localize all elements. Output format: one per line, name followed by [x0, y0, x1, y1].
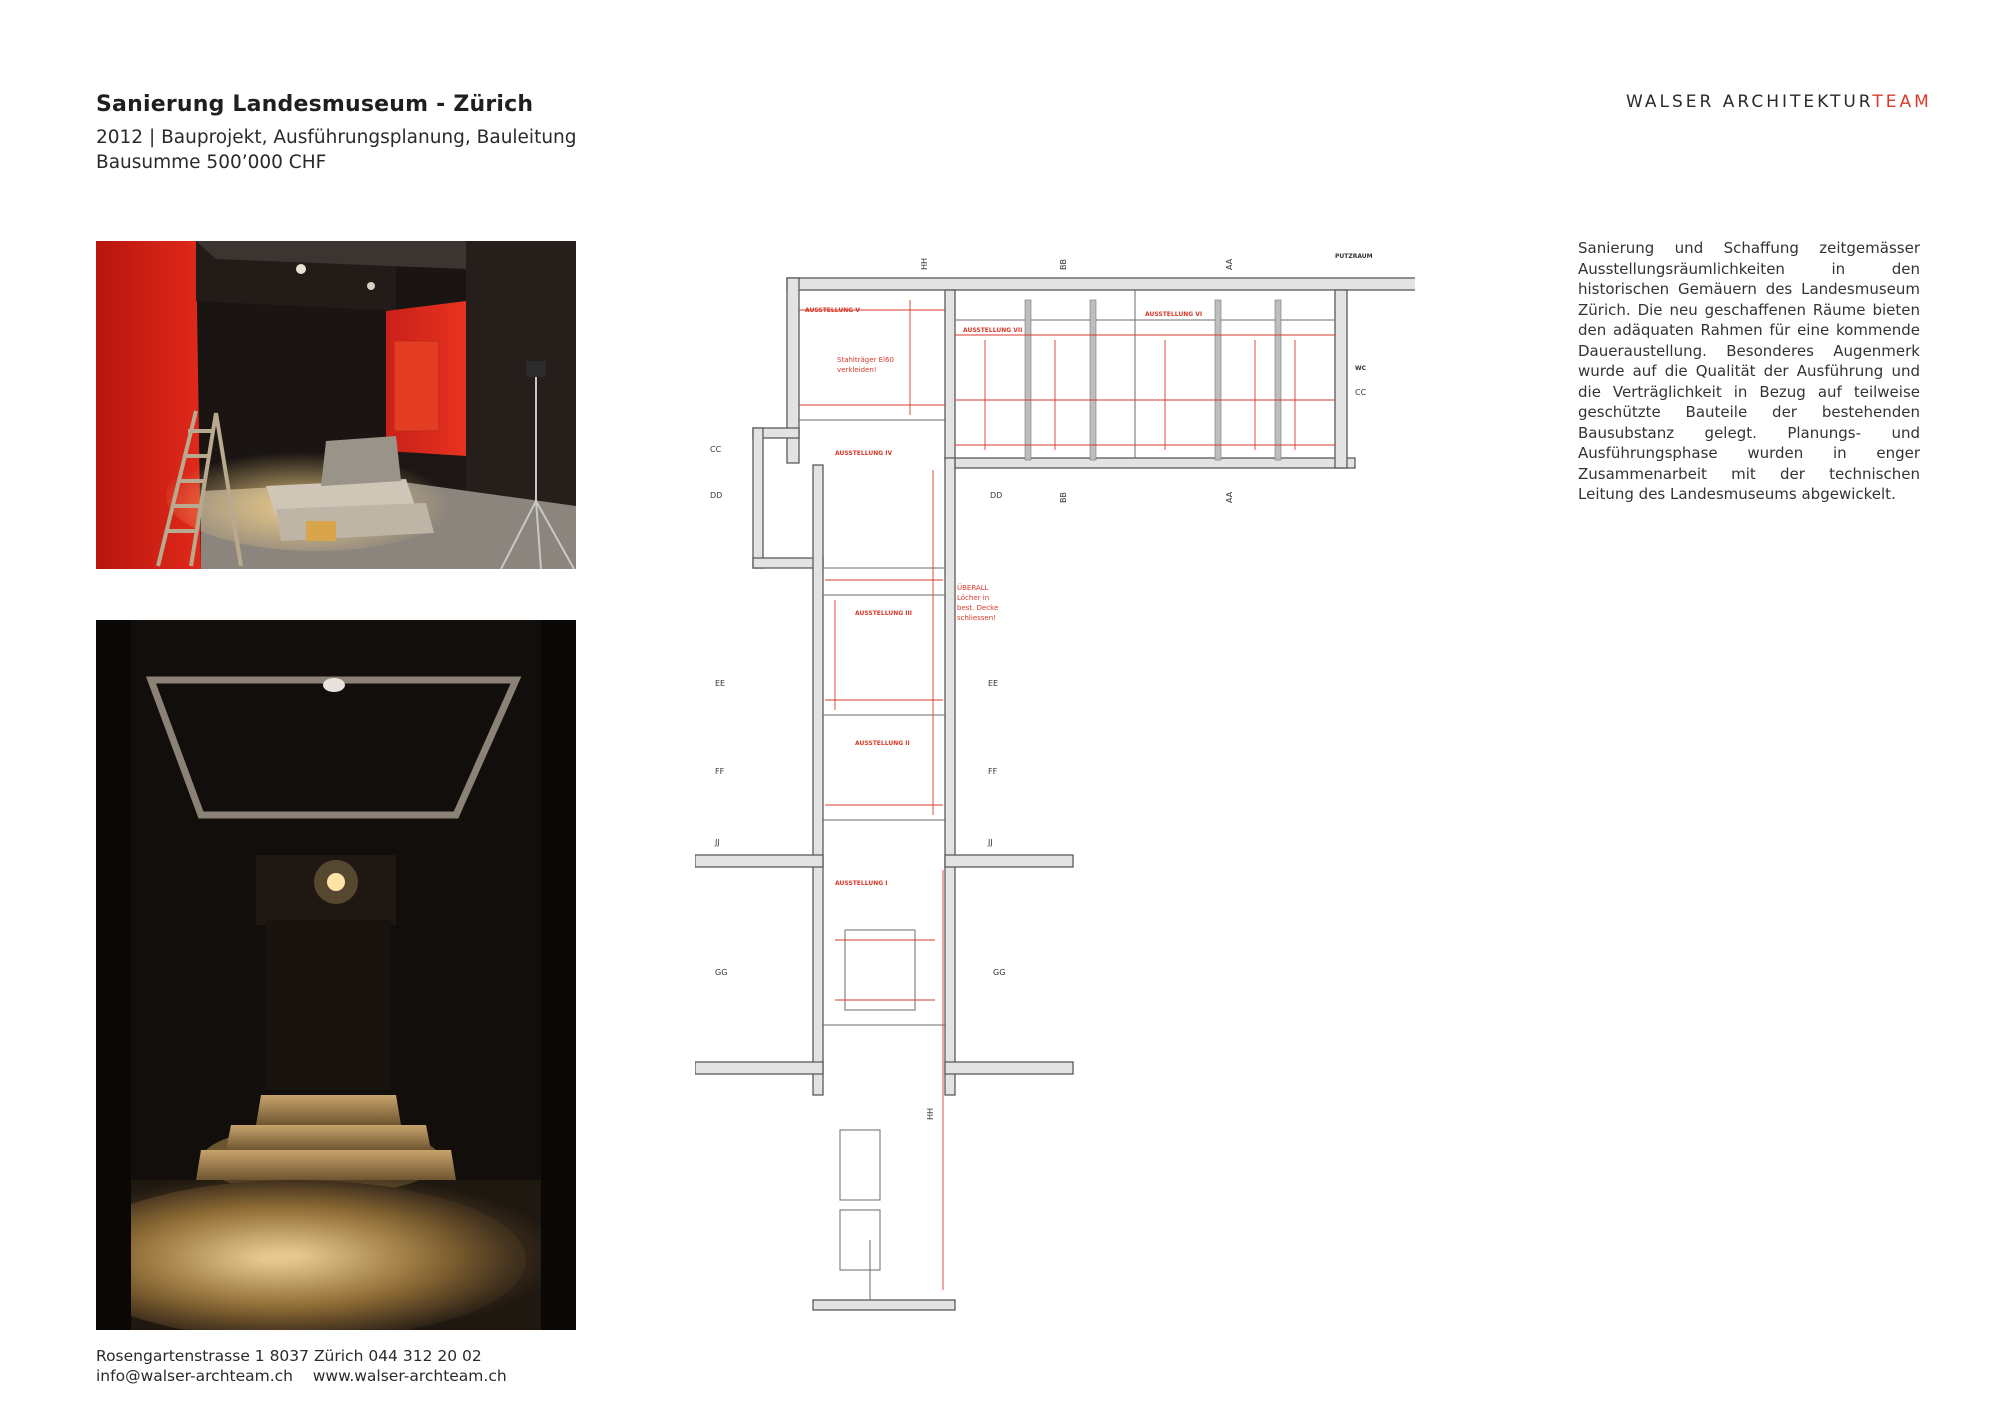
footer-address: Rosengartenstrasse 1 8037 Zürich 044 312 20 02 — [96, 1347, 482, 1365]
photo-dark-corridor — [96, 620, 576, 1330]
axis-label: AA — [1225, 258, 1234, 270]
plan-wall-right — [1335, 290, 1347, 468]
axis-label: FF — [988, 767, 998, 776]
project-budget: Bausumme 500’000 CHF — [96, 152, 327, 173]
axis-label: DD — [710, 491, 723, 500]
page-title: Sanierung Landesmuseum - Zürich — [96, 92, 534, 117]
axis-label: JJ — [715, 838, 720, 847]
brand-logo — [1626, 92, 1932, 112]
room-label: AUSSTELLUNG III — [855, 610, 912, 617]
room-label: WC — [1355, 365, 1367, 372]
axis-label: EE — [988, 679, 999, 688]
room-label: AUSSTELLUNG V — [805, 307, 860, 314]
photo-red-room — [96, 241, 576, 569]
footer-email-link[interactable]: info@walser-archteam.ch — [96, 1367, 293, 1385]
axis-label: BB — [1059, 259, 1068, 270]
project-info — [96, 125, 577, 175]
axis-label: AA — [1225, 491, 1234, 503]
project-scope: 2012 | Bauprojekt, Ausführungsplanung, Bauleitung — [96, 127, 577, 148]
room-label: AUSSTELLUNG VII — [963, 327, 1023, 334]
axis-label: FF — [715, 767, 725, 776]
axis-label: CC — [1355, 388, 1367, 397]
axis-label: GG — [715, 968, 728, 977]
plan-note: schliessen! — [957, 614, 996, 622]
footer-contact — [96, 1346, 507, 1386]
plan-note: ÜBERALL — [957, 584, 989, 592]
axis-label: EE — [715, 679, 726, 688]
axis-label: HH — [920, 257, 929, 270]
plan-note: Stahlträger El60 — [837, 356, 894, 364]
floor-plan — [695, 240, 1415, 1320]
room-label: AUSSTELLUNG II — [855, 740, 910, 747]
plan-wall-mid — [945, 290, 955, 460]
plan-note: verkleiden! — [837, 366, 877, 374]
axis-label: CC — [710, 445, 722, 454]
plan-note: Löcher in — [957, 594, 990, 602]
axis-label: HH — [926, 1107, 935, 1120]
plan-wall-bottom-wing — [955, 458, 1355, 468]
axis-label: GG — [993, 968, 1006, 977]
footer-web-link[interactable]: www.walser-archteam.ch — [312, 1367, 507, 1385]
axis-label: DD — [990, 491, 1003, 500]
room-label: AUSSTELLUNG I — [835, 880, 888, 887]
plan-wall-top — [787, 278, 1415, 290]
brand-accent: TEAM — [1872, 92, 1932, 112]
room-label: AUSSTELLUNG IV — [835, 450, 893, 457]
room-label: AUSSTELLUNG VI — [1145, 311, 1203, 318]
project-description: Sanierung und Schaffung zeitgemässer Ausstellungsräumlichkeiten in den historischen Gemäuern des Landesmuseum Zürich. Die neu geschaffenen Räume bieten den adäquaten Rahmen für eine kommende Daueraustellung. Besonderes Augenmerk wurde auf die Qualität der Ausführung und die Verträglichkeit in Bezug auf teilweise geschützte Bauteile der bestehenden Bausubstanz gelegt. Planungs- und Ausführungsphase wurden in enger Zusammenarbeit mit der technischen Leitung des Landesmuseums abgewickelt. — [1578, 239, 1920, 503]
axis-label: JJ — [988, 838, 993, 847]
plan-note: best. Decke — [957, 604, 999, 612]
room-label: PUTZRAUM — [1335, 253, 1373, 260]
axis-label: BB — [1059, 492, 1068, 503]
brand-name: WALSER ARCHITEKTUR — [1626, 92, 1873, 112]
